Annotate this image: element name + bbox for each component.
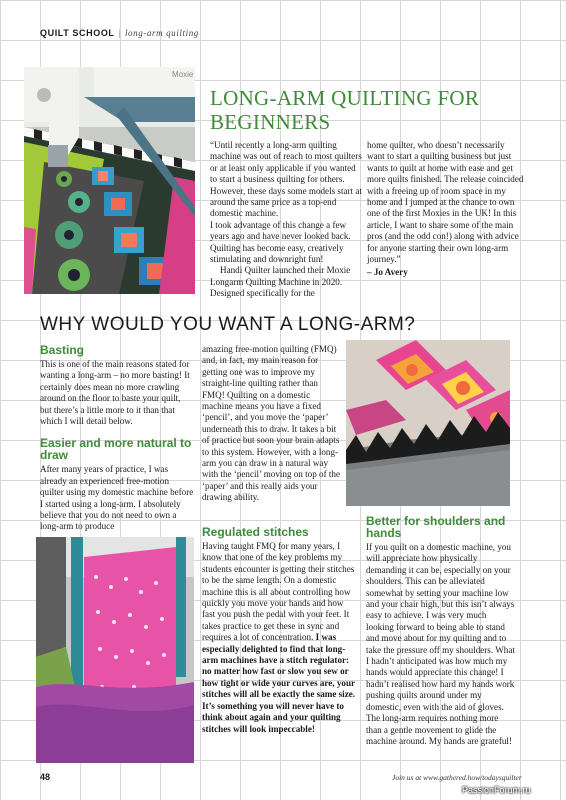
machine-label: Moxie [172,70,194,79]
regulated-body [202,541,356,735]
author-credit: – Jo Avery [367,267,408,278]
regulated-body-text: Having taught FMQ for many years, I know that one of the key problems my students encounter is getting their stitches to be the same length. On a domestic machine this is all about controlling how quickly you move your hands and how fast you push the pedal with your feet. It takes practice to get these in sync and requires a lot of concentration. [202,541,355,643]
shoulders-body: If you quilt on a domestic machine, you will appreciate how physically demanding it can be, especially on your shoulders. This can be alleviated somewhat by setting your machine low and your chair high, but this isn’t always easy to achieve. I was very much looking forward to being able to stand and move about for my quilting and to take the pressure off my shoulders. What I hadn’t anticipated was how much my hands would appreciate this change! I hadn’t realised how hard my hands work pushing quilts around under my domestic, even with the aid of gloves. The long-arm requires nothing more than a gentle movement to glide the machine around. My hands are grateful! [366,542,515,746]
photo-pink-quilt [346,340,510,506]
basting-body: This is one of the main reasons stated for wanting a long-arm – no more basting! It certainly does mean no more crawling around on the floor to baste your quilt, but there’s a little more to it than that which I will detail below. [40,359,190,427]
intro-paragraph-1: “Until recently a long-arm quilting machine was out of reach to most quilters or at least only applicable if you wanted to start a business quilting for others. However, these days some models start at around the same price as a top-end domestic machine. [210,140,362,219]
photo-magenta-quilt-art [36,537,194,763]
header-separator: | [118,28,121,38]
intro-column-2 [367,140,524,279]
running-head [40,28,199,38]
heading-easier-to-draw: Easier and more natural to draw [40,436,192,463]
watermark: PassionForum.ru [462,785,531,795]
heading-basting: Basting [40,343,85,357]
photo-longarm-machine-art [24,67,195,294]
easier-body-continued: amazing free-motion quilting (FMQ) and, in fact, my main reason for getting one was to improve my straight-line quilting rather than FMQ! Quilting on a domestic machine means you have a fixed ‘pencil’, and you move the ‘paper’ underneath this to draw. It takes a bit of practice but soon your brain adapts to this system. However, with a long-arm you can draw in a natural way with the ‘pencil’ moving on top of the ‘paper’ and this really aids your drawing ability. [202,344,340,503]
photo-longarm-machine [24,67,195,294]
intro-paragraph-2: I took advantage of this change a few years ago and have never looked back. Quilting has become easy, creatively stimulating and downright fun! [210,219,351,265]
intro-paragraph-3-cont: home quilter, who doesn’t necessarily want to start a quilting business but just wants to quilt at home with ease and get more quilts finished. The release coincided with a freeing up of room space in my home and I jumped at the chance to own one of the first Moxies in the UK! In this article, I want to share some of the main pros (and the odd con!) along with advice for anyone starting their own long-arm journey.” [367,140,524,265]
article-title: LONG-ARM QUILTING FOR BEGINNERS [210,86,480,134]
section-title: WHY WOULD YOU WANT A LONG-ARM? [40,314,416,335]
heading-shoulders-hands: Better for shoulders and hands [366,514,506,540]
regulated-body-bold: I was especially delighted to find that long-arm machines have a stitch regulator: no matter how fast or slow you sew or how tight or wide your curves are, your stitches will all be exactly the same size. It’s something you will never have to think about again and your quilting stitches will look impeccable! [202,632,356,734]
subsection-label: long-arm quilting [124,28,199,38]
easier-body: After many years of practice, I was already an experienced free-motion quilter using my domestic machine before I started using a long-arm. I absolutely believe that you do not need to own a long-arm to produce [40,464,194,532]
intro-column-1 [210,140,362,300]
column-right-bottom [366,515,516,747]
footer-url[interactable]: Join us at www.gathered.how/todaysquilter [392,773,522,782]
column-middle-top [202,344,342,504]
heading-regulated-stitches: Regulated stitches [202,525,309,539]
photo-pink-quilt-art [346,340,510,506]
column-left [40,344,194,533]
column-middle-bottom [202,526,356,735]
page-number: 48 [40,772,51,782]
section-label: QUILT SCHOOL [40,28,115,38]
photo-magenta-quilt [36,537,194,763]
intro-paragraph-3: Handi Quilter launched their Moxie Longarm Quilting Machine in 2020. Designed specifically for the [210,265,351,299]
